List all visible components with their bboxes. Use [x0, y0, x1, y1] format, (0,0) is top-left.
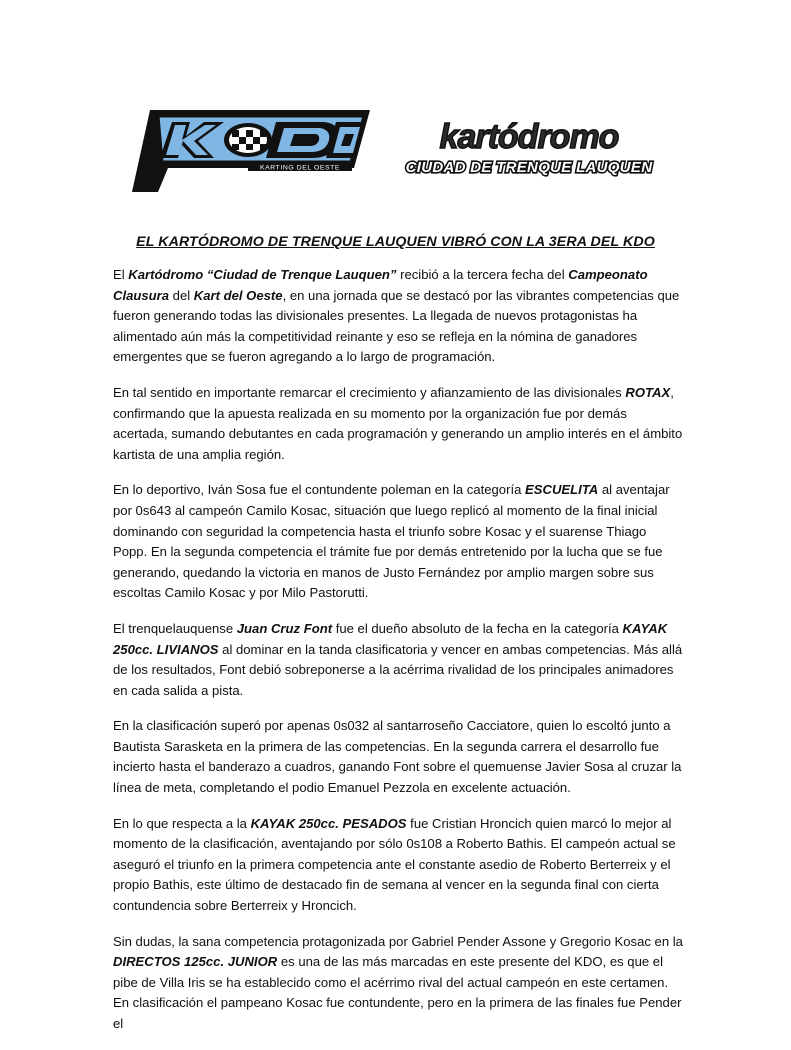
header-logos [0, 100, 791, 200]
emphasized-text: Campeonato Clausura [113, 267, 648, 303]
kartodromo-logo [405, 114, 653, 190]
kdo-tagline: KARTING DEL OESTE [259, 164, 341, 172]
paragraph [113, 716, 683, 798]
text-run: , en una jornada que se destacó por las vibrantes competencias que fueron generando todas las divisionales presentes. La llegada de nuevos protagonistas ha alimentado aún más la competitividad reinante y eso se refleja en la nómina de ganadores emergentes que se fueron agregando a lo largo de programación. [113, 287, 680, 365]
emphasized-text: KAYAK 250cc. PESADOS [250, 815, 407, 831]
text-run: fue Cristian Hroncich quien marcó lo mejor al momento de la clasificación, aventajando por sólo 0s108 a Roberto Bathis. El campeón actual se aseguró el triunfo en la primera competencia ante el constante asedio de Roberto Berterreix y el propio Bathis, este último de destacado fin de semana al vencer en la segunda final con cierta contundencia sobre Berterreix y Hroncich. [113, 815, 676, 914]
kartodromo-subtitle: CIUDAD DE TRENQUE LAUQUEN [405, 159, 653, 176]
kartodromo-word: kartódromo [439, 118, 619, 156]
text-run: es una de las más marcadas en este presente del KDO, es que el pibe de Villa Iris se ha establecido como el acérrimo rival del actual campeón en este certamen. En clasificación el pampeano Kosac fue contundente, pero en la primera de las finales fue Pender el [113, 954, 682, 1031]
text-run: al dominar en la tanda clasificatoria y vencer en ambas competencias. Más allá de los resultados, Font debió sobreponerse a la acérrima rivalidad de los principales animadores en cada salida a pista. [113, 641, 683, 698]
kdo-logo [128, 106, 376, 196]
article-body [113, 265, 683, 1050]
text-run: Sin dudas, la sana competencia protagonizada por Gabriel Pender Assone y Gregorio Kosac en la [113, 933, 683, 949]
emphasized-text: KAYAK 250cc. LIVIANOS [113, 620, 668, 657]
text-run: El trenquelauquense [113, 620, 237, 636]
emphasized-text: Kartódromo “Ciudad de Trenque Lauquen” [128, 267, 397, 282]
text-run: El [113, 267, 129, 282]
chequered-flag-icon [224, 123, 272, 157]
paragraph [113, 814, 683, 917]
article-title: EL KARTÓDROMO DE TRENQUE LAUQUEN VIBRÓ CON LA 3ERA DEL KDO [136, 234, 655, 250]
emphasized-text: Juan Cruz Font [236, 620, 333, 636]
text-run: , confirmando que la apuesta realizada en su momento por la organización fue por demás acertada, sumando debutantes en cada programación y generando un amplio interés en el ámbito kartista de una amplia región. [113, 384, 683, 462]
emphasized-text: DIRECTOS 125cc. JUNIOR [113, 954, 278, 970]
emphasized-text: ROTAX [625, 384, 671, 400]
text-run: fue el dueño absoluto de la fecha en la categoría [332, 620, 623, 636]
emphasized-text: Kart del Oeste [193, 287, 283, 303]
text-run: recibió a la tercera fecha del [396, 267, 569, 282]
text-run: En tal sentido en importante remarcar el crecimiento y afianzamiento de las divisionales [113, 384, 626, 400]
text-run: En la clasificación superó por apenas 0s032 al santarroseño Cacciatore, quien lo escoltó junto a Bautista Sarasketa en la primera de las competencias. En la segunda carrera el desarrollo fue incierto hasta el banderazo a cuadros, ganando Font sobre el quemuense Javier Sosa al cruzar la línea de meta, completando el podio Emanuel Pezzola en excelente actuación. [113, 718, 682, 796]
paragraph [113, 932, 683, 1035]
text-run: al aventajar por 0s643 al campeón Camilo Kosac, situación que luego replicó al momento de la final inicial dominando con seguridad la competencia hasta el triunfo sobre Kosac y el suarense Thiago Popp. En la segunda competencia el trámite fue por demás entretenido por la lucha que se fue generando, quedando la victoria en manos de Justo Fernández por amplio margen sobre sus escoltas Camilo Kosac y por Milo Pastorutti. [113, 482, 670, 601]
text-run: En lo que respecta a la [113, 815, 251, 831]
text-run: del [169, 287, 194, 303]
text-run: En lo deportivo, Iván Sosa fue el contundente poleman en la categoría [113, 482, 526, 498]
paragraph [113, 383, 683, 465]
paragraph [113, 619, 683, 701]
paragraph [113, 265, 683, 368]
emphasized-text: ESCUELITA [525, 482, 599, 498]
paragraph [113, 480, 683, 604]
